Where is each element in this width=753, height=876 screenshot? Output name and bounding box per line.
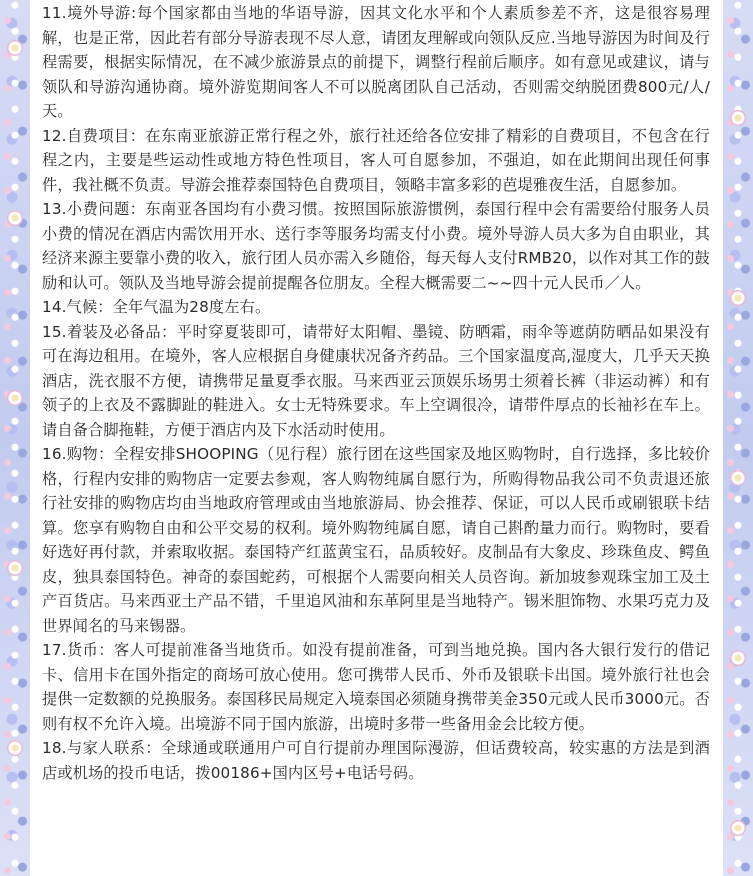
notice-text-block (42, 0, 710, 785)
flower-icon (730, 470, 746, 486)
left-decorative-border (0, 0, 30, 876)
flower-icon (7, 210, 23, 226)
notice-item-12: 12.自费项目：在东南亚旅游正常行程之外，旅行社还给各位安排了精彩的自费项目，不包含在行程之内，主要是些运动性或地方特色性项目，客人可自愿参加，不强迫，如在此期间出现任何事件，我社概不负责。导游会推荐泰国特色自费项目，领略丰富多彩的芭堤雅夜生活，自愿参加。 (42, 126, 710, 194)
notice-item-11: 11.境外导游:每个国家都由当地的华语导游，因其文化水平和个人素质参差不齐，这是很容易理解，也是正常，因此若有部分导游表现不尽人意，请团友理解或向领队反应.当地导游因为时间及行程需要，根据实际情况，在不减少旅游景点的前提下，调整行程前后顺序。如有意见或建议，请与领队和导游沟通协商。境外游览期间客人不可以脱离团队自己活动，否则需交纳脱团费800元/人/天。 (42, 4, 710, 120)
flower-icon (730, 650, 746, 666)
right-decorative-border (723, 0, 753, 876)
flower-icon (7, 560, 23, 576)
flower-icon (730, 820, 746, 836)
notice-item-14: 14.气候：全年气温为28度左右。 (42, 298, 271, 316)
flower-icon (730, 290, 746, 306)
notice-item-16: 16.购物：全程安排SHOOPING（见行程）旅行团在这些国家及地区购物时，自行选择，多比较价格，行程内安排的购物店一定要去参观，客人购物纯属自愿行为，所购得物品我公司不负责退还旅行社安排的购物店均由当地政府管理或由当地旅游局、协会推荐、保证，可以人民币或刷银联卡结算。您享有购物自由和公平交易的权利。境外购物纯属自愿，请自己斟酌量力而行。购物时，要看好选好再付款，并索取收据。泰国特产红蓝黄宝石，品质较好。皮制品有大象皮、珍珠鱼皮、鳄鱼皮，独具泰国特色。神奇的泰国蛇药，可根据个人需要向相关人员咨询。新加坡参观珠宝加工及土产百货店。马来西亚土产品不错，千里追风油和东革阿里是当地特产。锡米胆饰物、水果巧克力及世界闻名的马来锡器。 (42, 445, 710, 635)
flower-icon (7, 740, 23, 756)
flower-icon (7, 390, 23, 406)
flower-icon (7, 40, 23, 56)
notice-item-18: 18.与家人联系：全球通或联通用户可自行提前办理国际漫游，但话费较高，较实惠的方法是到酒店或机场的投币电话，拨00186+国内区号+电话号码。 (42, 739, 710, 782)
flower-icon (730, 110, 746, 126)
notice-item-17: 17.货币：客人可提前准备当地货币。如没有提前准备，可到当地兑换。国内各大银行发行的借记卡、信用卡在国外指定的商场可放心使用。您可携带人民币、外币及银联卡出国。境外旅行社也会提供一定数额的兑换服务。泰国移民局规定入境泰国必须随身携带美金350元或人民币3000元。否则有权不允许入境。出境游不同于国内旅游，出境时多带一些备用金会比较方便。 (42, 641, 710, 733)
notice-item-13: 13.小费问题：东南亚各国均有小费习惯。按照国际旅游惯例，泰国行程中会有需要给付服务人员小费的情况在酒店内需饮用开水、送行李等服务均需支付小费。境外导游人员大多为自由职业，其经济来源主要靠小费的收入，旅行团人员亦需入乡随俗，每天每人支付RMB20，以作对其工作的鼓励和认可。领队及当地导游会提前提醒各位朋友。全程大概需要二~~四十元人民币／人。 (42, 200, 710, 292)
notice-item-15: 15.着装及必备品：平时穿夏装即可，请带好太阳帽、墨镜、防晒霜，雨伞等遮荫防晒品如果没有可在海边租用。在境外，客人应根据自身健康状况备齐药品。三个国家温度高,湿度大，几乎天天换酒店，洗衣服不方便，请携带足量夏季衣服。马来西亚云顶娱乐场男士须着长裤（非运动裤）和有领子的上衣及不露脚趾的鞋进入。女士无特殊要求。车上空调很冷，请带件厚点的长袖衫在车上。请自备合脚拖鞋，方便于酒店内及下水活动时使用。 (42, 322, 710, 439)
